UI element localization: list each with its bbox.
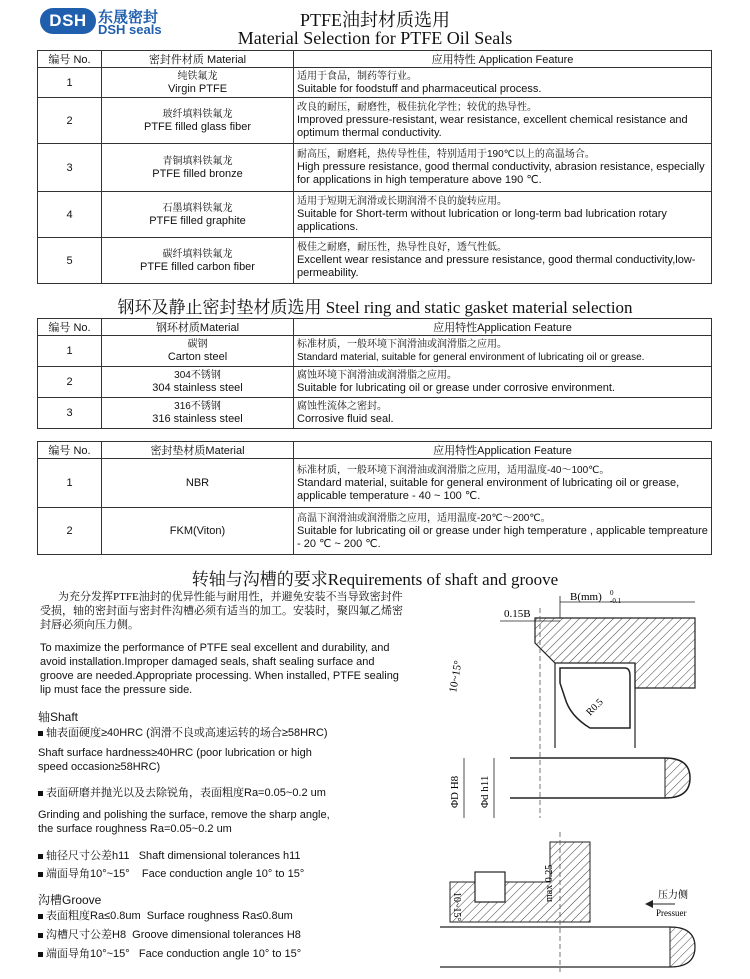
shaft-end-hatch — [670, 927, 695, 967]
application-cell — [294, 68, 712, 98]
ptfe-material-table — [37, 50, 712, 284]
table3-header-no: 编号 No. — [38, 442, 102, 459]
row-number: 1 — [38, 336, 102, 367]
table-row — [38, 192, 712, 238]
intro-cn-line: 受损，轴的密封面与密封件沟槽必须有适当的加工。安装时，聚四氟乙烯密 — [40, 605, 403, 617]
material-cn: 304不锈钢 — [174, 370, 221, 381]
material-en: PTFE filled carbon fiber — [140, 260, 255, 273]
page-title-cn: PTFE油封材质选用 — [299, 10, 450, 30]
seal-body — [475, 872, 505, 902]
shaft-roughness-en-2: the surface roughness Ra=0.05~0.2 um — [38, 823, 232, 835]
material-cell — [102, 144, 294, 192]
application-en: Improved pressure-resistant, wear resistance, excellent chemical resistance and optimum thermal conductivity. — [297, 114, 688, 139]
installation-drawing — [440, 832, 715, 972]
material-en: PTFE filled graphite — [149, 214, 246, 227]
table-row — [38, 367, 712, 398]
material-cn: 316不锈钢 — [174, 401, 221, 412]
table-row — [38, 398, 712, 429]
application-cell — [294, 192, 712, 238]
bullet-icon — [38, 854, 43, 859]
material-cell — [102, 238, 294, 284]
bullet-icon — [38, 872, 43, 877]
row-number: 3 — [38, 398, 102, 429]
intro-paragraph-cn — [40, 590, 430, 632]
application-cell — [294, 508, 712, 555]
shaft-end-hatch — [665, 758, 690, 798]
housing-diameter-label: ΦD H8 — [449, 775, 461, 808]
bullet-text: 轴表面硬度≥40HRC (润滑不良或高速运转的场合≥58HRC) — [46, 727, 328, 739]
shaft-hardness-cn — [38, 726, 328, 740]
material-cn: 石墨填料铁氟龙 — [162, 202, 233, 214]
bullet-icon — [38, 791, 43, 796]
material-en: NBR — [185, 476, 210, 489]
material-cell — [102, 398, 294, 429]
bullet-text: 端面导角10°~15° Face conduction angle 10° to 15° — [46, 948, 302, 960]
table-row — [38, 98, 712, 144]
table3-header-application: 应用特性Application Feature — [294, 442, 712, 459]
material-cn: 玻纤填料铁氟龙 — [162, 108, 233, 120]
shaft-groove-section-title: 转轴与沟槽的要求Requirements of shaft and groove — [191, 570, 559, 589]
gasket-material-table — [37, 441, 712, 555]
material-cell — [102, 192, 294, 238]
material-cn: 青铜填料铁氟龙 — [162, 155, 233, 167]
material-en: FKM(Viton) — [169, 524, 226, 537]
intro-cn-line: 为充分发挥PTFE油封的优异性能与耐用性，并避免安装不当导致密封件 — [58, 591, 403, 603]
groove-cross-section-drawing — [440, 588, 715, 828]
bullet-text: 端面导角10°~15° Face conduction angle 10° to 15° — [46, 868, 305, 880]
steel-ring-table — [37, 318, 712, 429]
row-number: 2 — [38, 367, 102, 398]
material-en: PTFE filled bronze — [152, 167, 243, 180]
material-cell — [102, 459, 294, 508]
dim-015b-label: 0.15B — [504, 608, 531, 620]
application-en: Suitable for foodstuff and pharmaceutical process. — [297, 82, 542, 95]
application-cell — [294, 238, 712, 284]
material-en: Carton steel — [167, 351, 228, 363]
row-number: 4 — [38, 192, 102, 238]
application-en: High pressure resistance, good thermal conductivity, abrasion resistance, especially for applications in high temperature above 190 ℃. — [297, 161, 705, 186]
max-clearance-label: max 0.25 — [544, 864, 555, 902]
material-cn: 碳纤填料铁氟龙 — [162, 248, 233, 260]
angle-label: 10~15° — [447, 659, 465, 694]
application-cell — [294, 144, 712, 192]
table-row — [38, 508, 712, 555]
steel-ring-section-title: 钢环及静止密封垫材质选用 Steel ring and static gasket material selection — [117, 298, 633, 317]
shaft-roughness-cn — [38, 786, 326, 800]
table2-header-no: 编号 No. — [38, 319, 102, 336]
row-number: 2 — [38, 98, 102, 144]
bullet-icon — [38, 952, 43, 957]
intro-en-line: groove are needed.Appropriate processing. When installed, PTFE sealing — [40, 670, 399, 682]
chamfer-angle-label: 10~15° — [451, 892, 462, 922]
intro-paragraph-en — [40, 641, 440, 697]
shaft-roughness-en-1: Grinding and polishing the surface, remove the sharp angle, — [38, 809, 330, 821]
material-en: 304 stainless steel — [152, 382, 243, 394]
groove-roughness — [38, 909, 293, 923]
material-cell — [102, 68, 294, 98]
material-cn: 纯铁氟龙 — [177, 70, 218, 82]
application-en: Standard material, suitable for general environment of lubricating oil or grease. — [297, 352, 645, 363]
row-number: 3 — [38, 144, 102, 192]
bullet-text: 轴径尺寸公差h11 Shaft dimensional tolerances h11 — [46, 850, 301, 862]
intro-cn-line: 封唇必须向压力侧。 — [40, 619, 139, 631]
logo-badge: DSH — [40, 8, 96, 34]
table2-header-application: 应用特性Application Feature — [294, 319, 712, 336]
material-cell — [102, 508, 294, 555]
shaft-hardness-en-1: Shaft surface hardness≥40HRC (poor lubrication or high — [38, 747, 312, 759]
pressure-arrow-icon — [645, 900, 653, 908]
application-cn: 标准材质，一般环境下润滑油或润滑脂之应用，适用温度-40～100℃。 — [297, 464, 610, 476]
table1-header-material: 密封件材质 Material — [102, 51, 294, 68]
bullet-icon — [38, 731, 43, 736]
bullet-text: 表面粗度Ra≤0.8um Surface roughness Ra≤0.8um — [46, 910, 293, 922]
bullet-text: 沟槽尺寸公差H8 Groove dimensional tolerances H8 — [46, 929, 301, 941]
row-number: 5 — [38, 238, 102, 284]
table2-header-material: 钢环材质Material — [102, 319, 294, 336]
intro-en-line: To maximize the performance of PTFE seal excellent and durability, and — [40, 642, 390, 654]
dim-b-tol-bot: -0.1 — [610, 597, 622, 605]
application-cn: 腐蚀性流体之密封。 — [297, 401, 387, 412]
shaft-outline — [510, 758, 690, 798]
material-cell — [102, 98, 294, 144]
page-title-en: Material Selection for PTFE Oil Seals — [237, 28, 513, 48]
application-cn: 适用于食品，制药等行业。 — [297, 70, 417, 82]
application-cn: 标准材质，一般环境下润滑油或润滑脂之应用。 — [297, 339, 507, 350]
row-number: 2 — [38, 508, 102, 555]
table3-header-material: 密封垫材质Material — [102, 442, 294, 459]
seal-profile — [560, 668, 630, 728]
groove-chamfer — [38, 947, 301, 961]
application-cell — [294, 459, 712, 508]
table-row — [38, 336, 712, 367]
table-row — [38, 238, 712, 284]
application-cell — [294, 367, 712, 398]
application-cell — [294, 98, 712, 144]
material-cell — [102, 336, 294, 367]
bullet-icon — [38, 933, 43, 938]
material-en: 316 stainless steel — [152, 413, 243, 425]
application-cn: 腐蚀环境下润滑油或润滑脂之应用。 — [297, 370, 457, 381]
shaft-diameter-label: Φd h11 — [479, 775, 491, 808]
application-en: Suitable for Short-term without lubrication or long-term bad lubrication rotary applications. — [297, 208, 667, 233]
housing-body — [450, 842, 590, 922]
shaft-chamfer — [38, 867, 304, 881]
bullet-text: 表面研磨并抛光以及去除锐角，表面粗度Ra=0.05~0.2 um — [46, 787, 326, 799]
application-en: Standard material, suitable for general environment of lubricating oil or grease, applicable temperature - 40 ~ 100 ℃. — [297, 476, 680, 502]
intro-en-line: avoid installation.Improper damaged seals, shaft sealing surface and — [40, 656, 375, 668]
shaft-tolerance — [38, 849, 301, 863]
application-cn: 高温下润滑油或润滑脂之应用，适用温度-20℃～200℃。 — [297, 512, 551, 524]
application-cell — [294, 398, 712, 429]
application-cell — [294, 336, 712, 367]
material-en: PTFE filled glass fiber — [144, 120, 251, 133]
dim-b-label: B(mm) — [570, 591, 602, 603]
bullet-icon — [38, 914, 43, 919]
application-cn: 改良的耐压，耐磨性，极佳抗化学性；较优的热导性。 — [297, 102, 537, 113]
table-row — [38, 459, 712, 508]
shaft-outline — [440, 927, 695, 967]
table-row — [38, 144, 712, 192]
dim-b-tol-top: 0 — [610, 589, 614, 597]
table-row — [38, 68, 712, 98]
application-cn: 适用于短期无润滑或长期润滑不良的旋转应用。 — [297, 196, 507, 207]
groove-tolerance — [38, 928, 301, 942]
application-en: Excellent wear resistance and pressure resistance, good thermal conductivity,low-permeability. — [297, 254, 696, 279]
application-en: Suitable for lubricating oil or grease under corrosive environment. — [297, 382, 615, 394]
logo-chinese-name: 东晟密封 — [98, 9, 159, 26]
application-cn: 极佳之耐磨，耐压性，热导性良好，透气性低。 — [297, 242, 507, 253]
radius-label: R0.5 — [584, 696, 606, 719]
material-cell — [102, 367, 294, 398]
shaft-heading: 轴Shaft — [38, 710, 79, 724]
table1-header-application: 应用特性 Application Feature — [294, 51, 712, 68]
logo-english-name: DSH seals — [98, 22, 162, 37]
row-number: 1 — [38, 459, 102, 508]
material-en: Virgin PTFE — [167, 82, 228, 95]
shaft-hardness-en-2: speed occasion≥58HRC) — [38, 761, 161, 773]
pressure-side-cn: 压力侧 — [658, 890, 688, 901]
application-cn: 耐高压，耐磨耗，热传导性佳，特别适用于190℃以上的高温场合。 — [297, 149, 595, 160]
material-cn: 碳钢 — [187, 339, 208, 350]
groove-heading: 沟槽Groove — [38, 893, 102, 907]
application-en: Suitable for lubricating oil or grease under high temperature , applicable tempreature - 20 ℃ ~ 200 ℃. — [297, 524, 708, 550]
pressure-side-en: Pressuer — [656, 908, 687, 918]
table1-header-no: 编号 No. — [38, 51, 102, 68]
application-en: Corrosive fluid seal. — [297, 413, 394, 425]
row-number: 1 — [38, 68, 102, 98]
intro-en-line: lip must face the pressure side. — [40, 684, 193, 696]
